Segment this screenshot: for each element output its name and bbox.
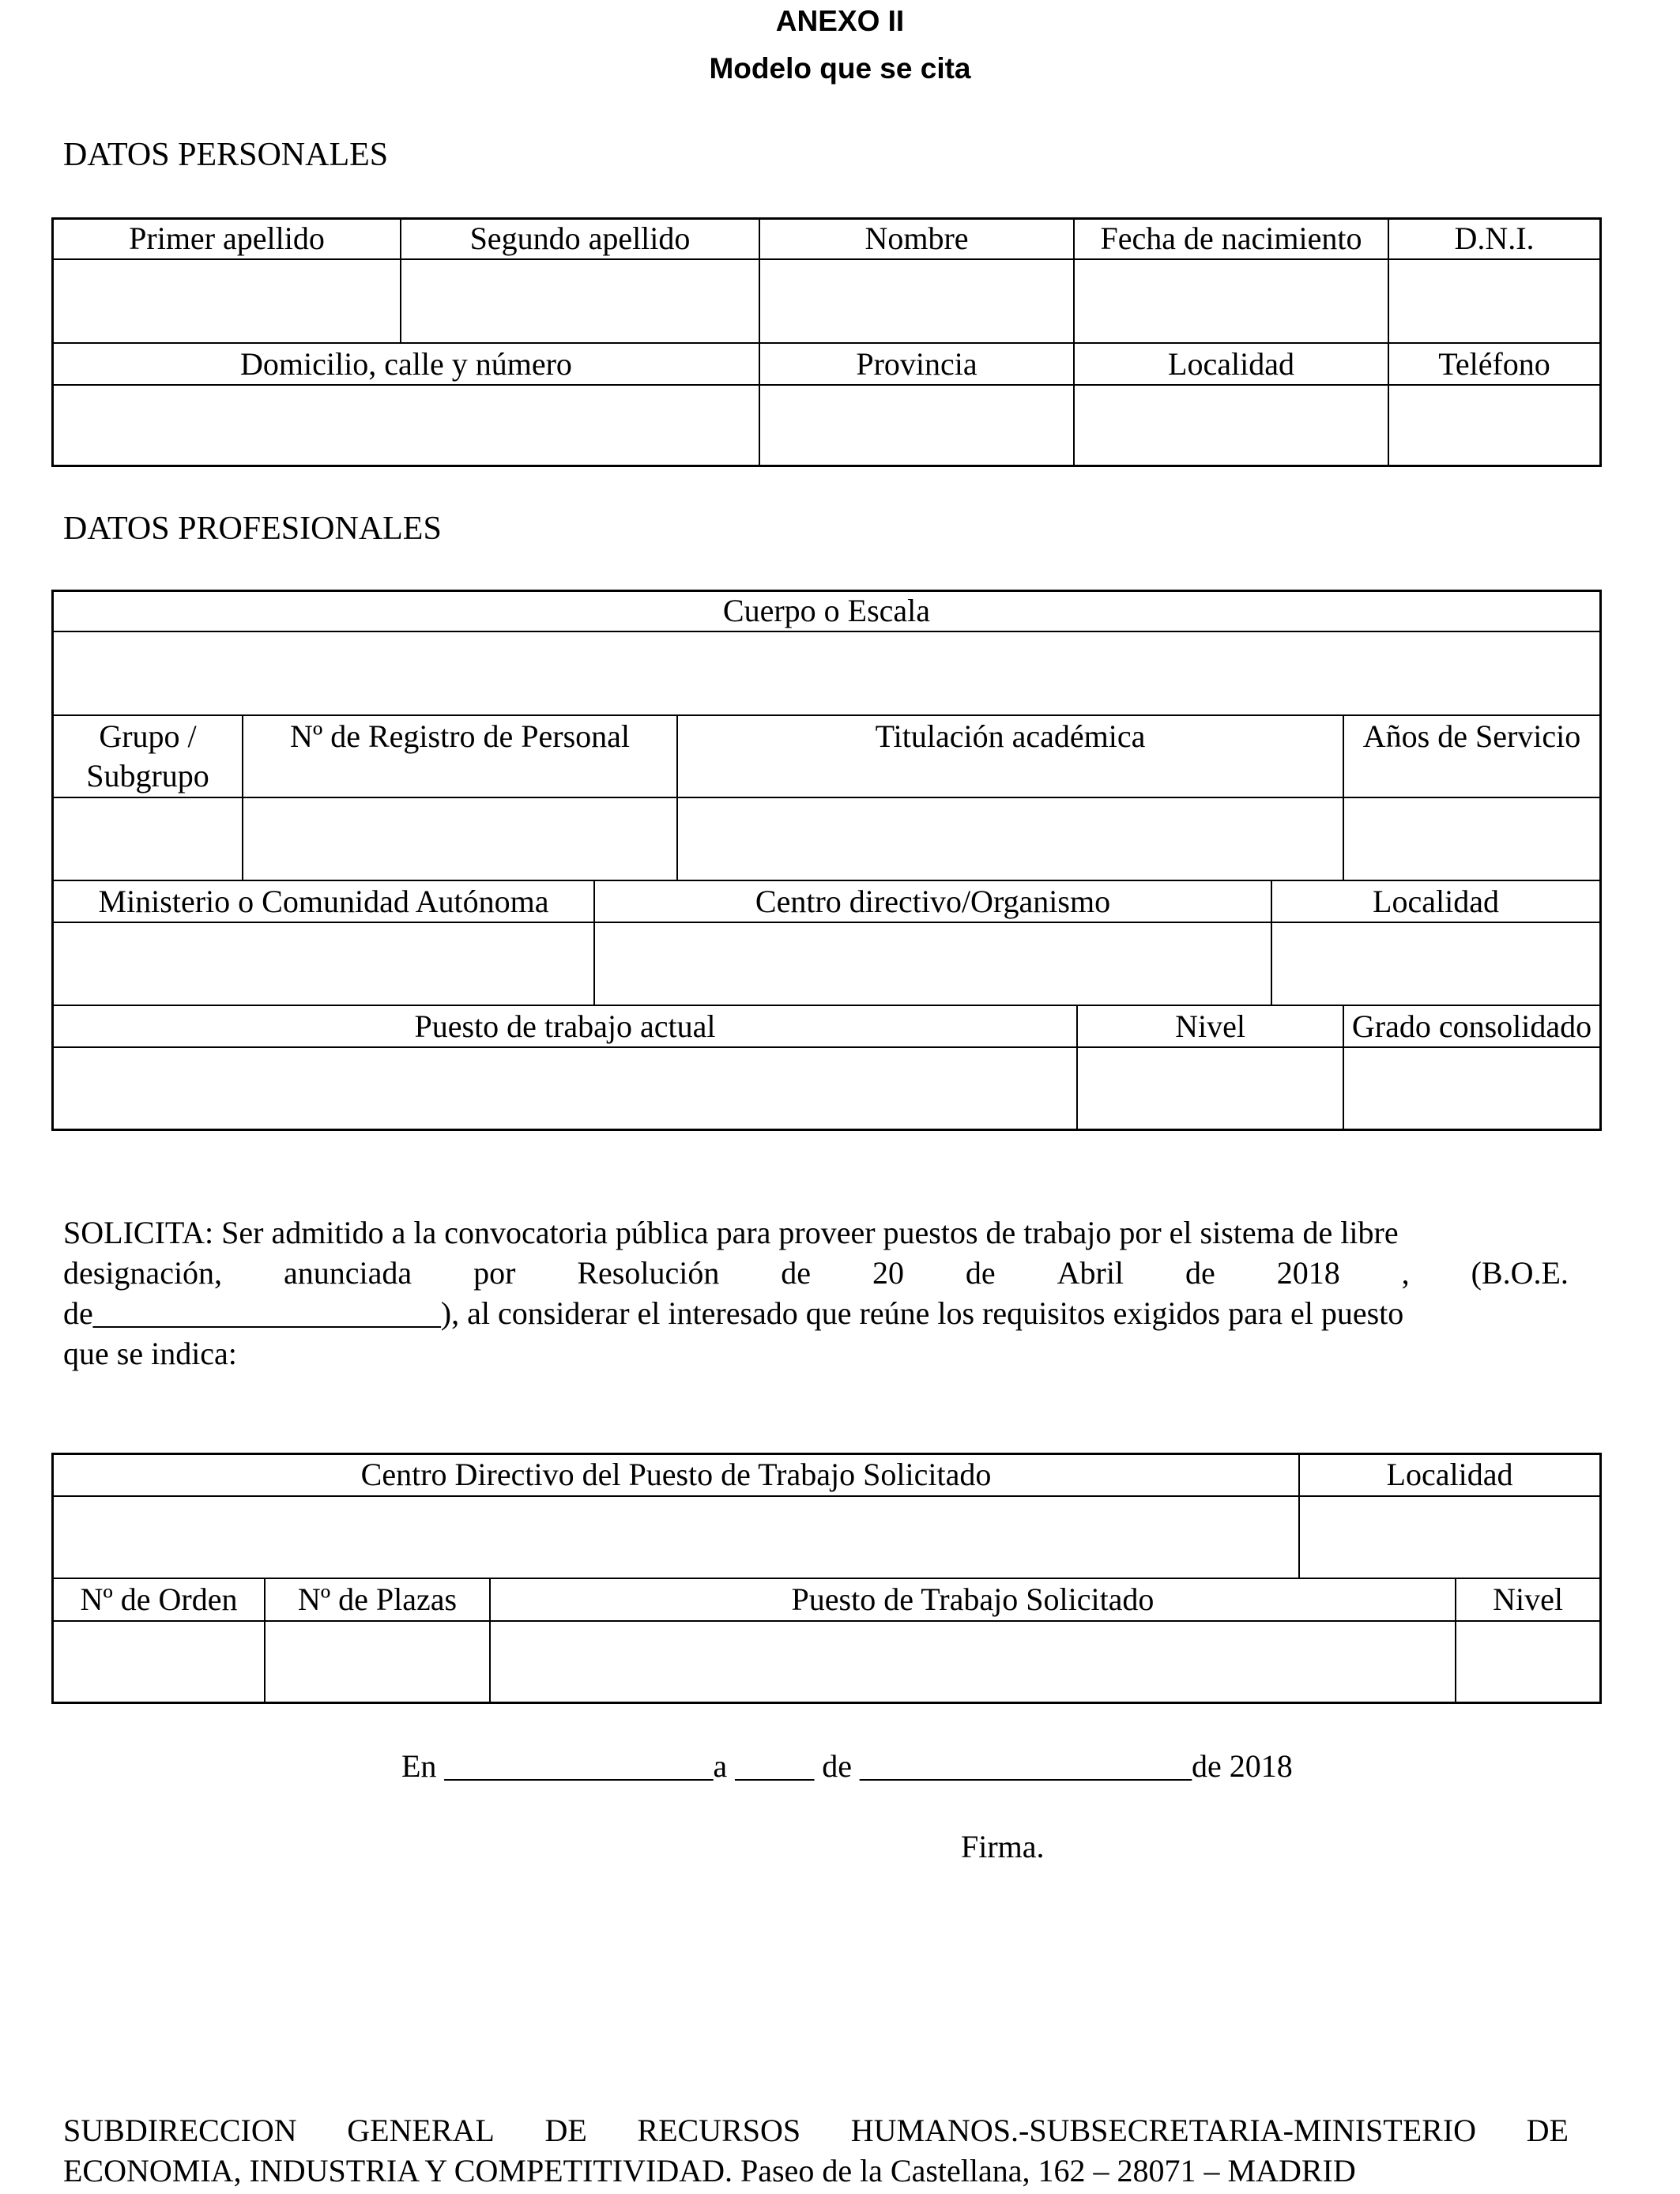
footer-line-2: ECONOMIA, INDUSTRIA Y COMPETITIVIDAD. Paseo de la Castellana, 162 – 28071 – MADRID <box>63 2153 1356 2188</box>
header-puesto-actual: Puesto de trabajo actual <box>414 1008 716 1044</box>
header-nivel-solicitado: Nivel <box>1493 1581 1563 1617</box>
solicita-word: , <box>1401 1255 1410 1291</box>
field-telefono[interactable] <box>1389 386 1599 465</box>
solicita-line-2 <box>63 1253 1569 1293</box>
header-numero-plazas: Nº de Plazas <box>297 1581 458 1617</box>
header-provincia: Provincia <box>856 346 977 382</box>
solicita-word: de <box>965 1255 996 1291</box>
footer-word: DE <box>544 2113 587 2148</box>
solicita-word: (B.O.E. <box>1471 1255 1569 1291</box>
header-localidad-solicitada: Localidad <box>1386 1457 1513 1492</box>
footer-word: RECURSOS <box>637 2113 801 2148</box>
solicita-day: 20 <box>872 1255 904 1291</box>
personal-section-title: DATOS PERSONALES <box>63 137 389 173</box>
field-localidad[interactable] <box>1075 386 1388 465</box>
field-numero-plazas[interactable] <box>266 1622 489 1702</box>
field-nivel[interactable] <box>1078 1048 1343 1129</box>
header-nombre: Nombre <box>864 221 969 256</box>
header-centro-directivo: Centro directivo/Organismo <box>755 884 1111 919</box>
field-segundo-apellido[interactable] <box>401 260 759 342</box>
header-puesto-solicitado: Puesto de Trabajo Solicitado <box>791 1581 1155 1617</box>
field-puesto-actual[interactable] <box>54 1048 1076 1129</box>
header-segundo-apellido: Segundo apellido <box>469 221 691 256</box>
header-nivel: Nivel <box>1175 1008 1245 1044</box>
solicita-word: de <box>1185 1255 1215 1291</box>
header-titulacion: Titulación académica <box>875 718 1146 754</box>
footer-word: DE <box>1526 2113 1569 2148</box>
header-grupo: Grupo / <box>99 718 197 754</box>
solicita-word: por <box>473 1255 516 1291</box>
footer-line-1 <box>63 2110 1569 2151</box>
footer-word: HUMANOS.-SUBSECRETARIA-MINISTERIO <box>850 2113 1477 2148</box>
field-grupo[interactable] <box>54 798 242 880</box>
date-place-line: En _________________a _____ de _____________________de 2018 <box>401 1748 1293 1784</box>
annex-subtitle: Modelo que se cita <box>709 52 971 85</box>
solicita-year: 2018 <box>1276 1255 1340 1291</box>
solicita-word: de <box>781 1255 812 1291</box>
field-anos-servicio[interactable] <box>1344 798 1599 880</box>
field-ministerio[interactable] <box>54 923 593 1005</box>
solicita-word: Resolución <box>577 1255 720 1291</box>
field-fecha-nacimiento[interactable] <box>1075 260 1388 342</box>
field-provincia[interactable] <box>760 386 1073 465</box>
header-fecha-nacimiento: Fecha de nacimiento <box>1100 221 1362 256</box>
field-numero-orden[interactable] <box>54 1622 264 1702</box>
solicita-line-3: de______________________), al considerar el interesado que reúne los requisitos exigidos para el puesto <box>63 1295 1404 1331</box>
field-cuerpo-escala[interactable] <box>54 632 1599 714</box>
solicita-line-4: que se indica: <box>63 1336 237 1371</box>
field-titulacion[interactable] <box>678 798 1343 880</box>
field-centro-solicitado[interactable] <box>54 1497 1298 1578</box>
field-domicilio[interactable] <box>54 386 759 465</box>
header-numero-orden: Nº de Orden <box>80 1581 238 1617</box>
solicita-month: Abril <box>1057 1255 1124 1291</box>
signature-label: Firma. <box>961 1829 1045 1864</box>
field-localidad-prof[interactable] <box>1272 923 1599 1005</box>
field-centro-directivo[interactable] <box>595 923 1271 1005</box>
field-grado-consolidado[interactable] <box>1344 1048 1599 1129</box>
header-subgrupo: Subgrupo <box>86 758 209 794</box>
field-primer-apellido[interactable] <box>54 260 400 342</box>
field-localidad-solicitada[interactable] <box>1300 1497 1599 1578</box>
field-nombre[interactable] <box>760 260 1073 342</box>
solicita-word: anunciada <box>284 1255 412 1291</box>
professional-section-title: DATOS PROFESIONALES <box>63 511 442 547</box>
header-dni: D.N.I. <box>1454 221 1535 256</box>
field-registro-personal[interactable] <box>243 798 676 880</box>
header-centro-solicitado: Centro Directivo del Puesto de Trabajo Solicitado <box>360 1457 992 1492</box>
header-registro-personal: Nº de Registro de Personal <box>289 718 631 754</box>
header-cuerpo-escala: Cuerpo o Escala <box>722 593 931 628</box>
field-dni[interactable] <box>1389 260 1599 342</box>
solicita-line-1: SOLICITA: Ser admitido a la convocatoria pública para proveer puestos de trabajo por el sistema de libre <box>63 1215 1399 1250</box>
header-grado-consolidado: Grado consolidado <box>1351 1008 1592 1044</box>
header-telefono: Teléfono <box>1438 346 1550 382</box>
header-domicilio: Domicilio, calle y número <box>240 346 572 382</box>
footer-word: GENERAL <box>347 2113 495 2148</box>
header-ministerio: Ministerio o Comunidad Autónoma <box>98 884 549 919</box>
header-localidad: Localidad <box>1168 346 1294 382</box>
field-puesto-solicitado[interactable] <box>491 1622 1455 1702</box>
header-primer-apellido: Primer apellido <box>129 221 325 256</box>
field-nivel-solicitado[interactable] <box>1456 1622 1599 1702</box>
header-localidad-prof: Localidad <box>1373 884 1499 919</box>
annex-title: ANEXO II <box>775 5 905 37</box>
solicita-word: designación, <box>63 1255 223 1291</box>
footer-word: SUBDIRECCION <box>63 2113 297 2148</box>
header-anos-servicio: Años de Servicio <box>1362 718 1581 754</box>
